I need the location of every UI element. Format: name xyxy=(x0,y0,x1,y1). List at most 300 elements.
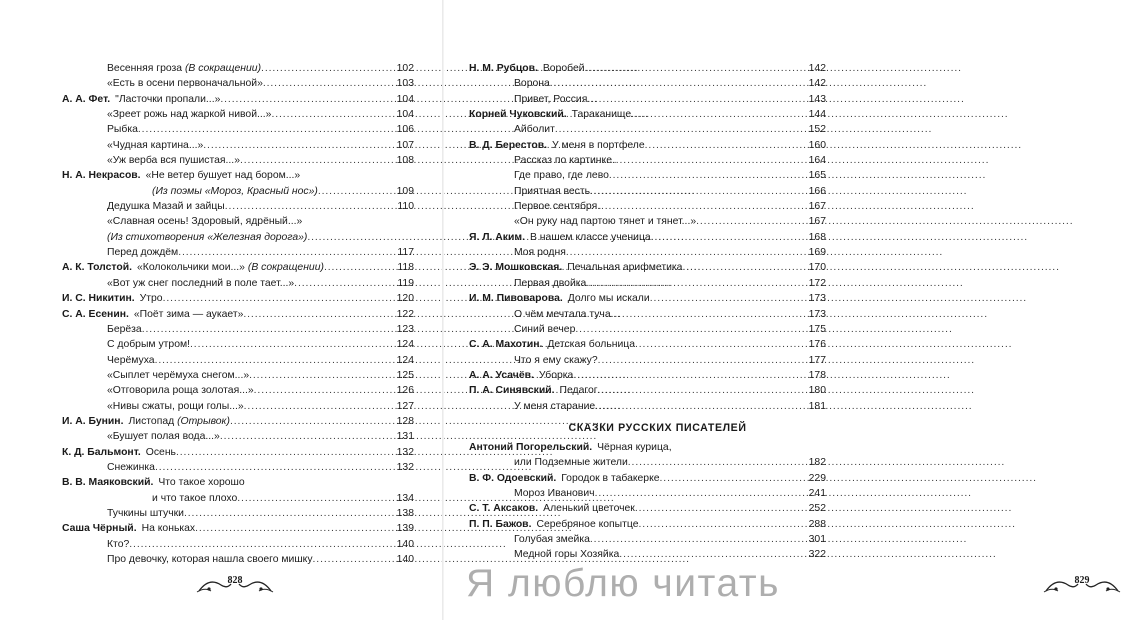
dot-leader xyxy=(575,322,808,337)
entry-page-number: 178 xyxy=(808,369,826,381)
entry-title xyxy=(107,337,190,352)
toc-entry xyxy=(469,547,826,562)
entry-title-text: Рассказ по картинке xyxy=(514,155,612,167)
dot-leader xyxy=(595,486,809,501)
entry-title-text: Утро xyxy=(139,293,163,305)
entry-page-number: 109 xyxy=(396,185,414,197)
toc-entry xyxy=(62,153,414,168)
toc-entry xyxy=(62,414,414,429)
entry-title-text: Долго мы искали xyxy=(567,293,650,305)
dot-leader xyxy=(598,353,809,368)
dot-leader xyxy=(611,307,809,322)
entry-author: В. Д. Берестов. xyxy=(469,139,548,151)
entry-title-text: Печальная арифметика xyxy=(567,262,683,274)
entry-page-number: 108 xyxy=(396,155,414,167)
entry-title xyxy=(560,383,598,398)
entry-title xyxy=(107,383,254,398)
dot-leader xyxy=(142,322,397,337)
dot-leader xyxy=(585,61,809,76)
entry-title xyxy=(547,337,635,352)
entry-title xyxy=(597,440,671,455)
toc-entry xyxy=(469,471,826,486)
toc-entry xyxy=(62,307,414,322)
entry-page-number: 132 xyxy=(396,461,414,473)
entry-page-number: 126 xyxy=(396,385,414,397)
entry-title-text: Серебряное копытце xyxy=(536,518,639,530)
dot-leader xyxy=(184,506,397,521)
entry-title-text: Черёмуха xyxy=(107,354,155,366)
toc-entry xyxy=(469,76,826,91)
entry-page-number: 127 xyxy=(396,400,414,412)
entry-page-number: 166 xyxy=(808,185,826,197)
dot-leader xyxy=(220,92,396,107)
dot-leader xyxy=(682,260,808,275)
dot-leader xyxy=(587,92,808,107)
toc-entry xyxy=(469,440,826,455)
entry-title xyxy=(514,455,628,470)
entry-title xyxy=(137,260,324,275)
entry-page-number: 172 xyxy=(808,277,826,289)
dot-leader xyxy=(550,76,809,91)
toc-entry xyxy=(62,322,414,337)
toc-entry xyxy=(469,353,826,368)
entry-title-text: Снежинка xyxy=(107,461,155,473)
entry-title xyxy=(107,368,249,383)
toc-entry xyxy=(62,276,414,291)
entry-title-text: Городок в табакерке xyxy=(561,472,660,484)
entry-page-number: 181 xyxy=(808,400,826,412)
entry-page-number: 175 xyxy=(808,323,826,335)
toc-entry xyxy=(62,506,414,521)
dot-leader xyxy=(244,399,397,414)
entry-page-number: 106 xyxy=(396,124,414,136)
toc-entry xyxy=(469,153,826,168)
entry-title xyxy=(152,491,237,506)
entry-title xyxy=(107,245,178,260)
entry-note: (Отрывок) xyxy=(177,415,230,427)
entry-author: И. А. Бунин. xyxy=(62,415,124,427)
entry-title xyxy=(561,471,659,486)
toc-entry xyxy=(469,276,826,291)
entry-title-text: «Отговорила роща золотая...» xyxy=(107,385,254,397)
entry-page-number: 168 xyxy=(808,231,826,243)
entry-page-number: 143 xyxy=(808,93,826,105)
entry-title xyxy=(514,76,550,91)
entry-title-text: Детская больница xyxy=(547,339,635,351)
entry-title-text: Медной горы Хозяйка xyxy=(514,549,620,561)
entry-page-number: 119 xyxy=(397,277,414,289)
entry-title xyxy=(536,517,638,532)
entry-title-text: Осень xyxy=(145,446,176,458)
entry-title-text: О чём мечтала туча xyxy=(514,308,611,320)
entry-title xyxy=(530,230,651,245)
dot-leader xyxy=(203,138,396,153)
entry-title xyxy=(514,122,555,137)
entry-page-number: 138 xyxy=(396,507,414,519)
toc-entry xyxy=(469,245,826,260)
entry-author: Антоний Погорельский. xyxy=(469,441,593,453)
dot-leader xyxy=(609,168,809,183)
dot-leader xyxy=(635,501,809,516)
entry-title xyxy=(107,399,244,414)
toc-entry xyxy=(62,383,414,398)
entry-title xyxy=(514,92,587,107)
dot-leader xyxy=(249,368,397,383)
dot-leader xyxy=(195,521,397,536)
toc-entry xyxy=(469,486,826,501)
entry-title xyxy=(107,552,313,567)
entry-title xyxy=(543,501,635,516)
entry-title-text: «Не ветер бушует над бором...» xyxy=(145,170,301,182)
entry-title xyxy=(134,307,244,322)
entry-author: Я. Л. Аким. xyxy=(469,231,525,243)
entry-author: И. М. Пивоварова. xyxy=(469,293,563,305)
dot-leader xyxy=(307,230,414,245)
entry-page-number: 117 xyxy=(397,247,414,259)
entry-title xyxy=(107,460,155,475)
toc-entry xyxy=(62,92,414,107)
entry-author: В. Ф. Одоевский. xyxy=(469,472,557,484)
entry-page-number: 288 xyxy=(808,518,826,530)
toc-entry xyxy=(469,532,826,547)
entry-title xyxy=(146,445,176,460)
entry-page-number: 104 xyxy=(396,93,414,105)
entry-page-number: 180 xyxy=(808,385,826,397)
entry-author: П. А. Синявский. xyxy=(469,385,555,397)
page-number-left xyxy=(195,571,275,595)
entry-title xyxy=(107,537,129,552)
dot-leader xyxy=(261,61,397,76)
entry-page-number: 104 xyxy=(396,109,414,121)
entry-title-text: На коньках xyxy=(141,523,196,535)
dot-leader xyxy=(318,184,397,199)
toc-entry xyxy=(469,61,826,76)
dot-leader xyxy=(163,291,397,306)
toc-entry xyxy=(469,92,826,107)
entry-page-number: 167 xyxy=(808,201,826,213)
entry-title-text: Тараканище xyxy=(571,109,632,121)
entry-title-text: «Чудная картина...» xyxy=(107,139,204,151)
toc-entry xyxy=(62,475,414,490)
entry-title xyxy=(107,138,203,153)
entry-author: Корней Чуковский. xyxy=(469,109,567,121)
entry-page-number: 140 xyxy=(396,538,414,550)
toc-entry xyxy=(62,61,414,76)
toc-entry xyxy=(469,291,826,306)
entry-title xyxy=(567,260,682,275)
entry-page-number: 124 xyxy=(396,354,414,366)
entry-title xyxy=(514,322,575,337)
entry-title-text: Перед дождём xyxy=(107,247,179,259)
entry-page-number: 131 xyxy=(396,431,414,443)
entry-title-text: "Ласточки пропали...» xyxy=(115,93,221,105)
toc-entry xyxy=(62,491,414,506)
entry-page-number: 170 xyxy=(808,262,826,274)
dot-leader xyxy=(155,353,397,368)
entry-title xyxy=(107,353,155,368)
toc-entry xyxy=(62,214,414,229)
entry-note: (Из поэмы «Мороз, Красный нос») xyxy=(152,185,318,197)
entry-title-text: «Нивы сжаты, рощи голы...» xyxy=(107,400,244,412)
entry-title-text: Уборка xyxy=(538,369,574,381)
entry-page-number: 176 xyxy=(808,339,826,351)
entry-title-text: Рыбка xyxy=(107,124,138,136)
toc-entry xyxy=(62,260,414,275)
entry-title xyxy=(572,107,632,122)
entry-author: П. П. Бажов. xyxy=(469,518,532,530)
entry-title xyxy=(158,475,244,490)
entry-page-number: 125 xyxy=(396,369,414,381)
entry-title xyxy=(107,214,302,229)
toc-entry xyxy=(469,399,826,414)
entry-page-number: 110 xyxy=(397,201,414,213)
dot-leader xyxy=(243,307,396,322)
entry-title xyxy=(107,76,263,91)
toc-entry xyxy=(469,107,826,122)
entry-author: А. А. Фет. xyxy=(62,93,111,105)
entry-title-text: Первое сентября xyxy=(514,201,598,213)
toc-entry xyxy=(62,460,414,475)
entry-author: С. А. Есенин. xyxy=(62,308,129,320)
entry-title xyxy=(514,486,595,501)
entry-author: Н. М. Рубцов. xyxy=(469,63,538,74)
entry-title-text: Привет, Россия xyxy=(514,93,588,105)
toc-list-left xyxy=(62,61,414,567)
toc-entry xyxy=(62,230,414,245)
toc-entry xyxy=(469,337,826,352)
entry-title xyxy=(514,307,611,322)
toc-entry xyxy=(469,307,826,322)
entry-title xyxy=(142,521,196,536)
entry-page-number: 120 xyxy=(396,293,414,305)
entry-author: Н. А. Некрасов. xyxy=(62,170,141,182)
entry-title xyxy=(514,214,696,229)
dot-leader xyxy=(155,460,397,475)
dot-leader xyxy=(619,547,808,562)
entry-page-number: 142 xyxy=(808,63,826,74)
entry-title xyxy=(514,153,612,168)
entry-page-number: 107 xyxy=(396,139,414,151)
entry-page-number: 169 xyxy=(808,247,826,259)
dot-leader xyxy=(230,414,397,429)
entry-title-text: Моя родня xyxy=(514,247,566,259)
dot-leader xyxy=(129,537,396,552)
dot-leader xyxy=(635,337,809,352)
entry-title-text: «Вот уж снег последний в поле тает...» xyxy=(107,277,295,289)
entry-page-number: 152 xyxy=(808,124,826,136)
toc-entry xyxy=(469,517,826,532)
toc-entry xyxy=(62,291,414,306)
dot-leader xyxy=(176,445,397,460)
entry-page-number: 103 xyxy=(396,78,414,90)
entry-title xyxy=(107,199,225,214)
entry-author: Саша Чёрный. xyxy=(62,523,137,535)
entry-title-text: и что такое плохо xyxy=(152,492,238,504)
toc-entry xyxy=(62,399,414,414)
entry-title-text: Первая двойка xyxy=(514,277,587,289)
entry-author: А. А. Усачёв. xyxy=(469,369,534,381)
dot-leader xyxy=(628,455,809,470)
entry-page-number: 229 xyxy=(808,472,826,484)
entry-page-number: 160 xyxy=(808,139,826,151)
toc-entry xyxy=(62,245,414,260)
dot-leader xyxy=(225,199,398,214)
entry-title xyxy=(514,199,597,214)
right-page xyxy=(444,0,1090,620)
entry-title xyxy=(107,276,294,291)
entry-page-number: 241 xyxy=(808,487,826,499)
toc-entry xyxy=(62,429,414,444)
toc-entry xyxy=(62,353,414,368)
entry-title-text: Листопад xyxy=(128,415,175,427)
entry-page-number: 140 xyxy=(396,554,414,565)
entry-title-text: Аленький цветочек xyxy=(543,503,635,515)
entry-title xyxy=(514,547,619,562)
toc-entry xyxy=(62,445,414,460)
entry-title-text: «Бушует полая вода...» xyxy=(107,431,220,443)
toc-entry xyxy=(62,337,414,352)
toc-entry xyxy=(62,184,414,199)
entry-title-text: В нашем классе ученица xyxy=(529,231,651,243)
entry-title-text: «Сыплет черёмуха снегом...» xyxy=(107,369,250,381)
entry-page-number: 128 xyxy=(396,415,414,427)
entry-title-text: Приятная весть xyxy=(514,185,591,197)
entry-title-text: Ворона xyxy=(514,78,550,90)
entry-page-number: 165 xyxy=(808,170,826,182)
dot-leader xyxy=(631,107,809,122)
entry-page-number: 322 xyxy=(808,549,826,561)
entry-title-text: У меня старание xyxy=(514,400,596,412)
dot-leader xyxy=(138,122,397,137)
page-number-text: 828 xyxy=(227,575,243,586)
entry-title-text: «Уж верба вся пушистая...» xyxy=(107,155,240,167)
entry-title xyxy=(128,414,229,429)
entry-title-text: или Подземные жители xyxy=(514,457,628,469)
entry-title xyxy=(514,353,598,368)
entry-title-text: Мороз Иванович xyxy=(514,487,595,499)
toc-entry xyxy=(469,214,826,229)
entry-title-text: «Славная осень! Здоровый, ядрёный...» xyxy=(107,216,303,228)
dot-leader xyxy=(586,276,808,291)
entry-title-text: «Поёт зима — аукает» xyxy=(133,308,244,320)
entry-page-number: 132 xyxy=(396,446,414,458)
entry-author: И. С. Никитин. xyxy=(62,293,135,305)
entry-title xyxy=(552,138,645,153)
dot-leader xyxy=(598,383,809,398)
dot-leader xyxy=(597,199,808,214)
dot-leader xyxy=(645,138,809,153)
dot-leader xyxy=(271,107,396,122)
entry-author: К. Д. Бальмонт. xyxy=(62,446,141,458)
entry-title-text: Чёрная курица, xyxy=(597,441,672,453)
dot-leader xyxy=(590,184,809,199)
entry-title xyxy=(115,92,220,107)
toc-entry xyxy=(62,199,414,214)
dot-leader xyxy=(240,153,397,168)
entry-title xyxy=(107,230,307,245)
entry-title-text: С добрым утром! xyxy=(107,339,191,351)
dot-leader xyxy=(696,214,809,229)
entry-page-number: 118 xyxy=(397,262,414,274)
toc-entry xyxy=(62,76,414,91)
entry-title-text: Голубая змейка xyxy=(514,533,590,545)
entry-note: (Из стихотворения «Железная дорога») xyxy=(107,231,308,243)
page-number-right xyxy=(1042,571,1122,595)
dot-leader xyxy=(573,368,808,383)
entry-note: (В сокращении) xyxy=(247,262,324,274)
entry-title-text: Про девочку, которая нашла своего мишку xyxy=(107,554,313,565)
toc-entry xyxy=(62,552,414,567)
entry-author: А. К. Толстой. xyxy=(62,262,132,274)
entry-title-text: Берёза xyxy=(107,323,142,335)
entry-title xyxy=(107,506,184,521)
toc-entry xyxy=(469,501,826,516)
toc-entry xyxy=(62,537,414,552)
toc-entry xyxy=(62,138,414,153)
page-number-text: 829 xyxy=(1074,575,1090,586)
entry-title xyxy=(514,168,609,183)
entry-page-number: 173 xyxy=(808,293,826,305)
toc-entry xyxy=(469,455,826,470)
toc-entry xyxy=(469,260,826,275)
dot-leader xyxy=(660,471,809,486)
dot-leader xyxy=(324,260,397,275)
toc-entry xyxy=(469,168,826,183)
dot-leader xyxy=(190,337,397,352)
section-heading: СКАЗКИ РУССКИХ ПИСАТЕЛЕЙ xyxy=(568,421,747,434)
entry-title xyxy=(568,291,650,306)
entry-page-number: 182 xyxy=(808,457,826,469)
entry-title-text: Айболит xyxy=(514,124,555,136)
entry-title-text: У меня в портфеле xyxy=(552,139,645,151)
toc-entry xyxy=(469,138,826,153)
left-page xyxy=(0,0,443,620)
dot-leader xyxy=(313,552,397,567)
entry-author: Э. Э. Мошковская. xyxy=(469,262,563,274)
dot-leader xyxy=(178,245,397,260)
entry-title-text: «Колокольчики мои...» xyxy=(137,262,245,274)
toc-entry xyxy=(469,184,826,199)
toc-entry xyxy=(469,383,826,398)
entry-title-text: Кто? xyxy=(107,538,130,550)
dot-leader xyxy=(612,153,809,168)
dot-leader xyxy=(294,276,397,291)
entry-page-number: 144 xyxy=(808,109,826,121)
dot-leader xyxy=(237,491,396,506)
entry-page-number: 102 xyxy=(396,63,414,74)
entry-title xyxy=(514,184,590,199)
entry-title-text: Дедушка Мазай и зайцы xyxy=(107,201,225,213)
entry-page-number: 177 xyxy=(808,354,826,366)
entry-title-text: Весенняя гроза xyxy=(107,63,183,74)
entry-title-text: Воробей xyxy=(542,63,585,74)
toc-entry xyxy=(62,122,414,137)
toc-entry xyxy=(469,199,826,214)
entry-title xyxy=(514,399,595,414)
watermark: Я люблю читать xyxy=(466,562,780,605)
entry-page-number: 167 xyxy=(808,216,826,228)
entry-page-number: 123 xyxy=(396,323,414,335)
entry-title xyxy=(514,245,566,260)
toc-entry xyxy=(62,107,414,122)
entry-title-text: «Есть в осени первоначальной» xyxy=(107,78,263,90)
entry-title-text: Где право, где лево xyxy=(514,170,609,182)
dot-leader xyxy=(566,245,809,260)
toc-list-right xyxy=(469,61,826,563)
entry-title xyxy=(543,61,585,76)
dot-leader xyxy=(639,517,809,532)
entry-page-number: 252 xyxy=(808,503,826,515)
